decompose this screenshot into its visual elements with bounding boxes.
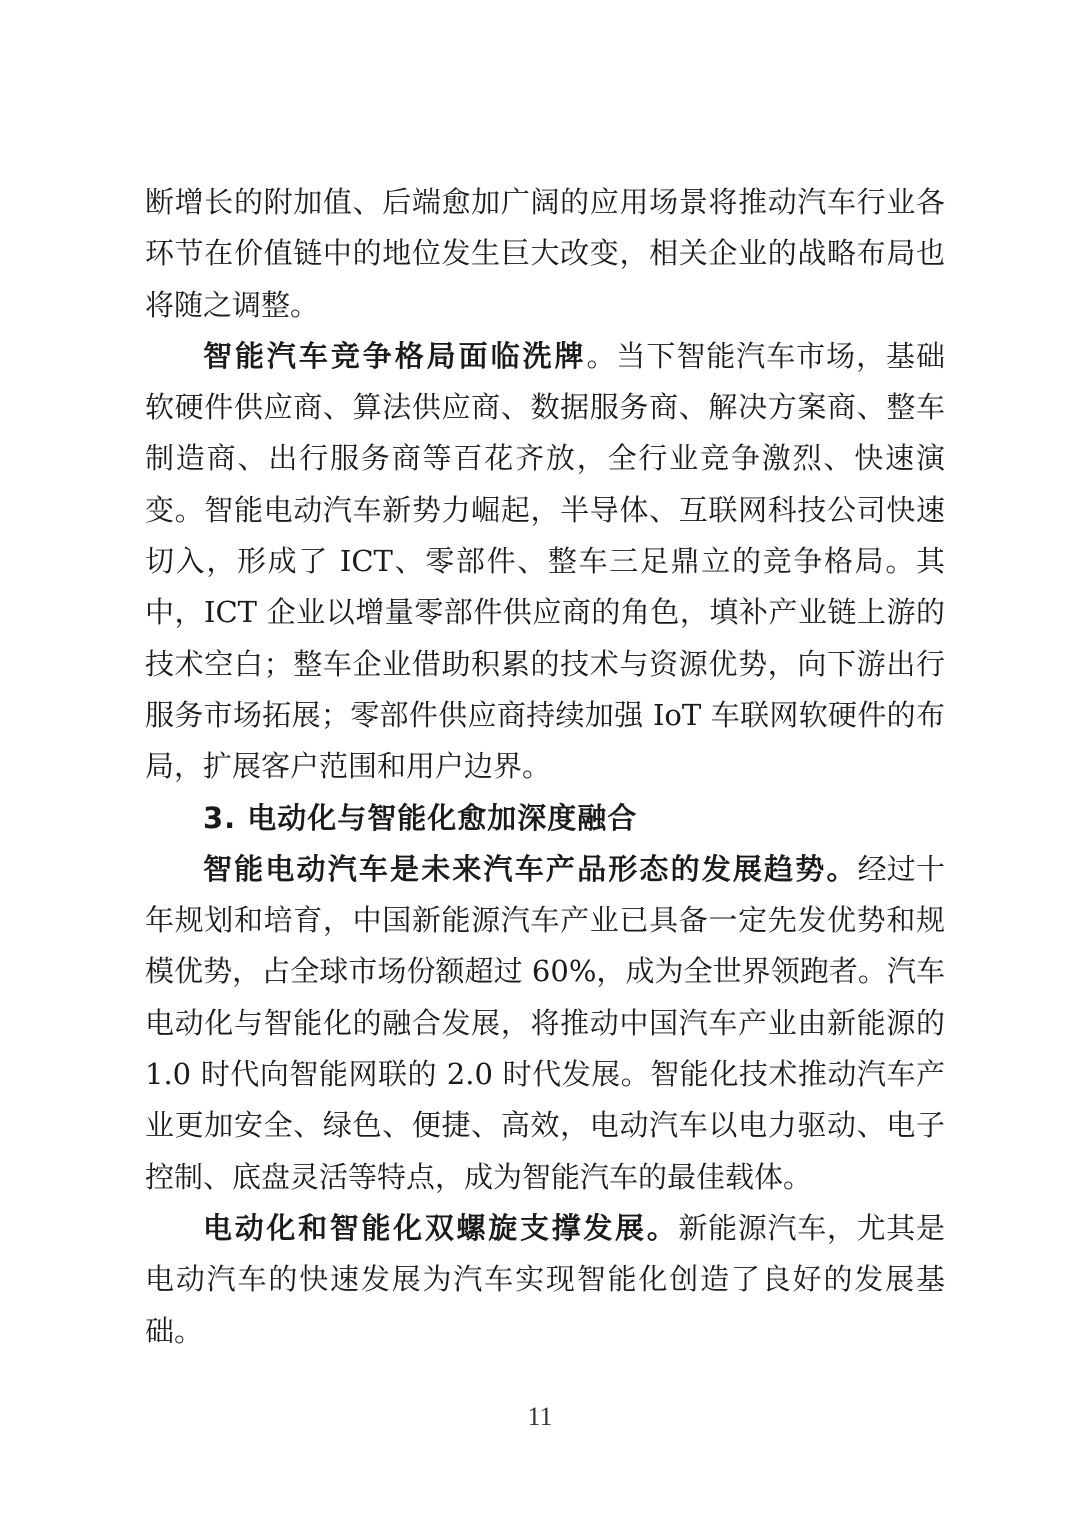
paragraph-text: 新能源汽车，尤其是电动汽车的快速发展为汽车实现智能化创造了良好的发展基础。 [145, 1210, 945, 1348]
document-body [145, 177, 945, 1357]
paragraph-trend [145, 844, 945, 1203]
section-heading: 3. 电动化与智能化愈加深度融合 [203, 800, 638, 835]
paragraph-lead: 智能汽车竞争格局面临洗牌 [203, 338, 587, 373]
paragraph-text: 断增长的附加值、后端愈加广阔的应用场景将推动汽车行业各环节在价值链中的地位发生巨大改变，相关企业的战略布局也将随之调整。 [145, 185, 945, 322]
paragraph-lead: 智能电动汽车是未来汽车产品形态的发展趋势。 [203, 851, 858, 886]
page-number: 11 [527, 1402, 553, 1431]
paragraph-text: 。当下智能汽车市场，基础软硬件供应商、算法供应商、数据服务商、解决方案商、整车制造商、出行服务商等百花齐放，全行业竞争激烈、快速演变。智能电动汽车新势力崛起，半导体、互联网科技公司快速切入，形成了 ICT、零部件、整车三足鼎立的竞争格局。其中，ICT 企业以增量零部件供应商的角色，填补产业链上游的技术空白；整车企业借助积累的技术与资源优势，向下游出行服务市场拓展；零部件供应商持续加强 IoT 车联网软硬件的布局，扩展客户范围和用户边界。 [145, 338, 945, 784]
paragraph-lead: 电动化和智能化双螺旋支撑发展。 [203, 1210, 679, 1245]
paragraph-competition [145, 331, 945, 793]
paragraph-continuation [145, 177, 945, 331]
paragraph-text: 经过十年规划和培育，中国新能源汽车产业已具备一定先发优势和规模优势，占全球市场份额超过 60%，成为全世界领跑者。汽车电动化与智能化的融合发展，将推动中国汽车产业由新能源的 1.0 时代向智能网联的 2.0 时代发展。智能化技术推动汽车产业更加安全、绿色、便捷、高效，电动汽车以电力驱动、电子控制、底盘灵活等特点，成为智能汽车的最佳载体。 [145, 851, 945, 1194]
paragraph-double-helix [145, 1203, 945, 1357]
